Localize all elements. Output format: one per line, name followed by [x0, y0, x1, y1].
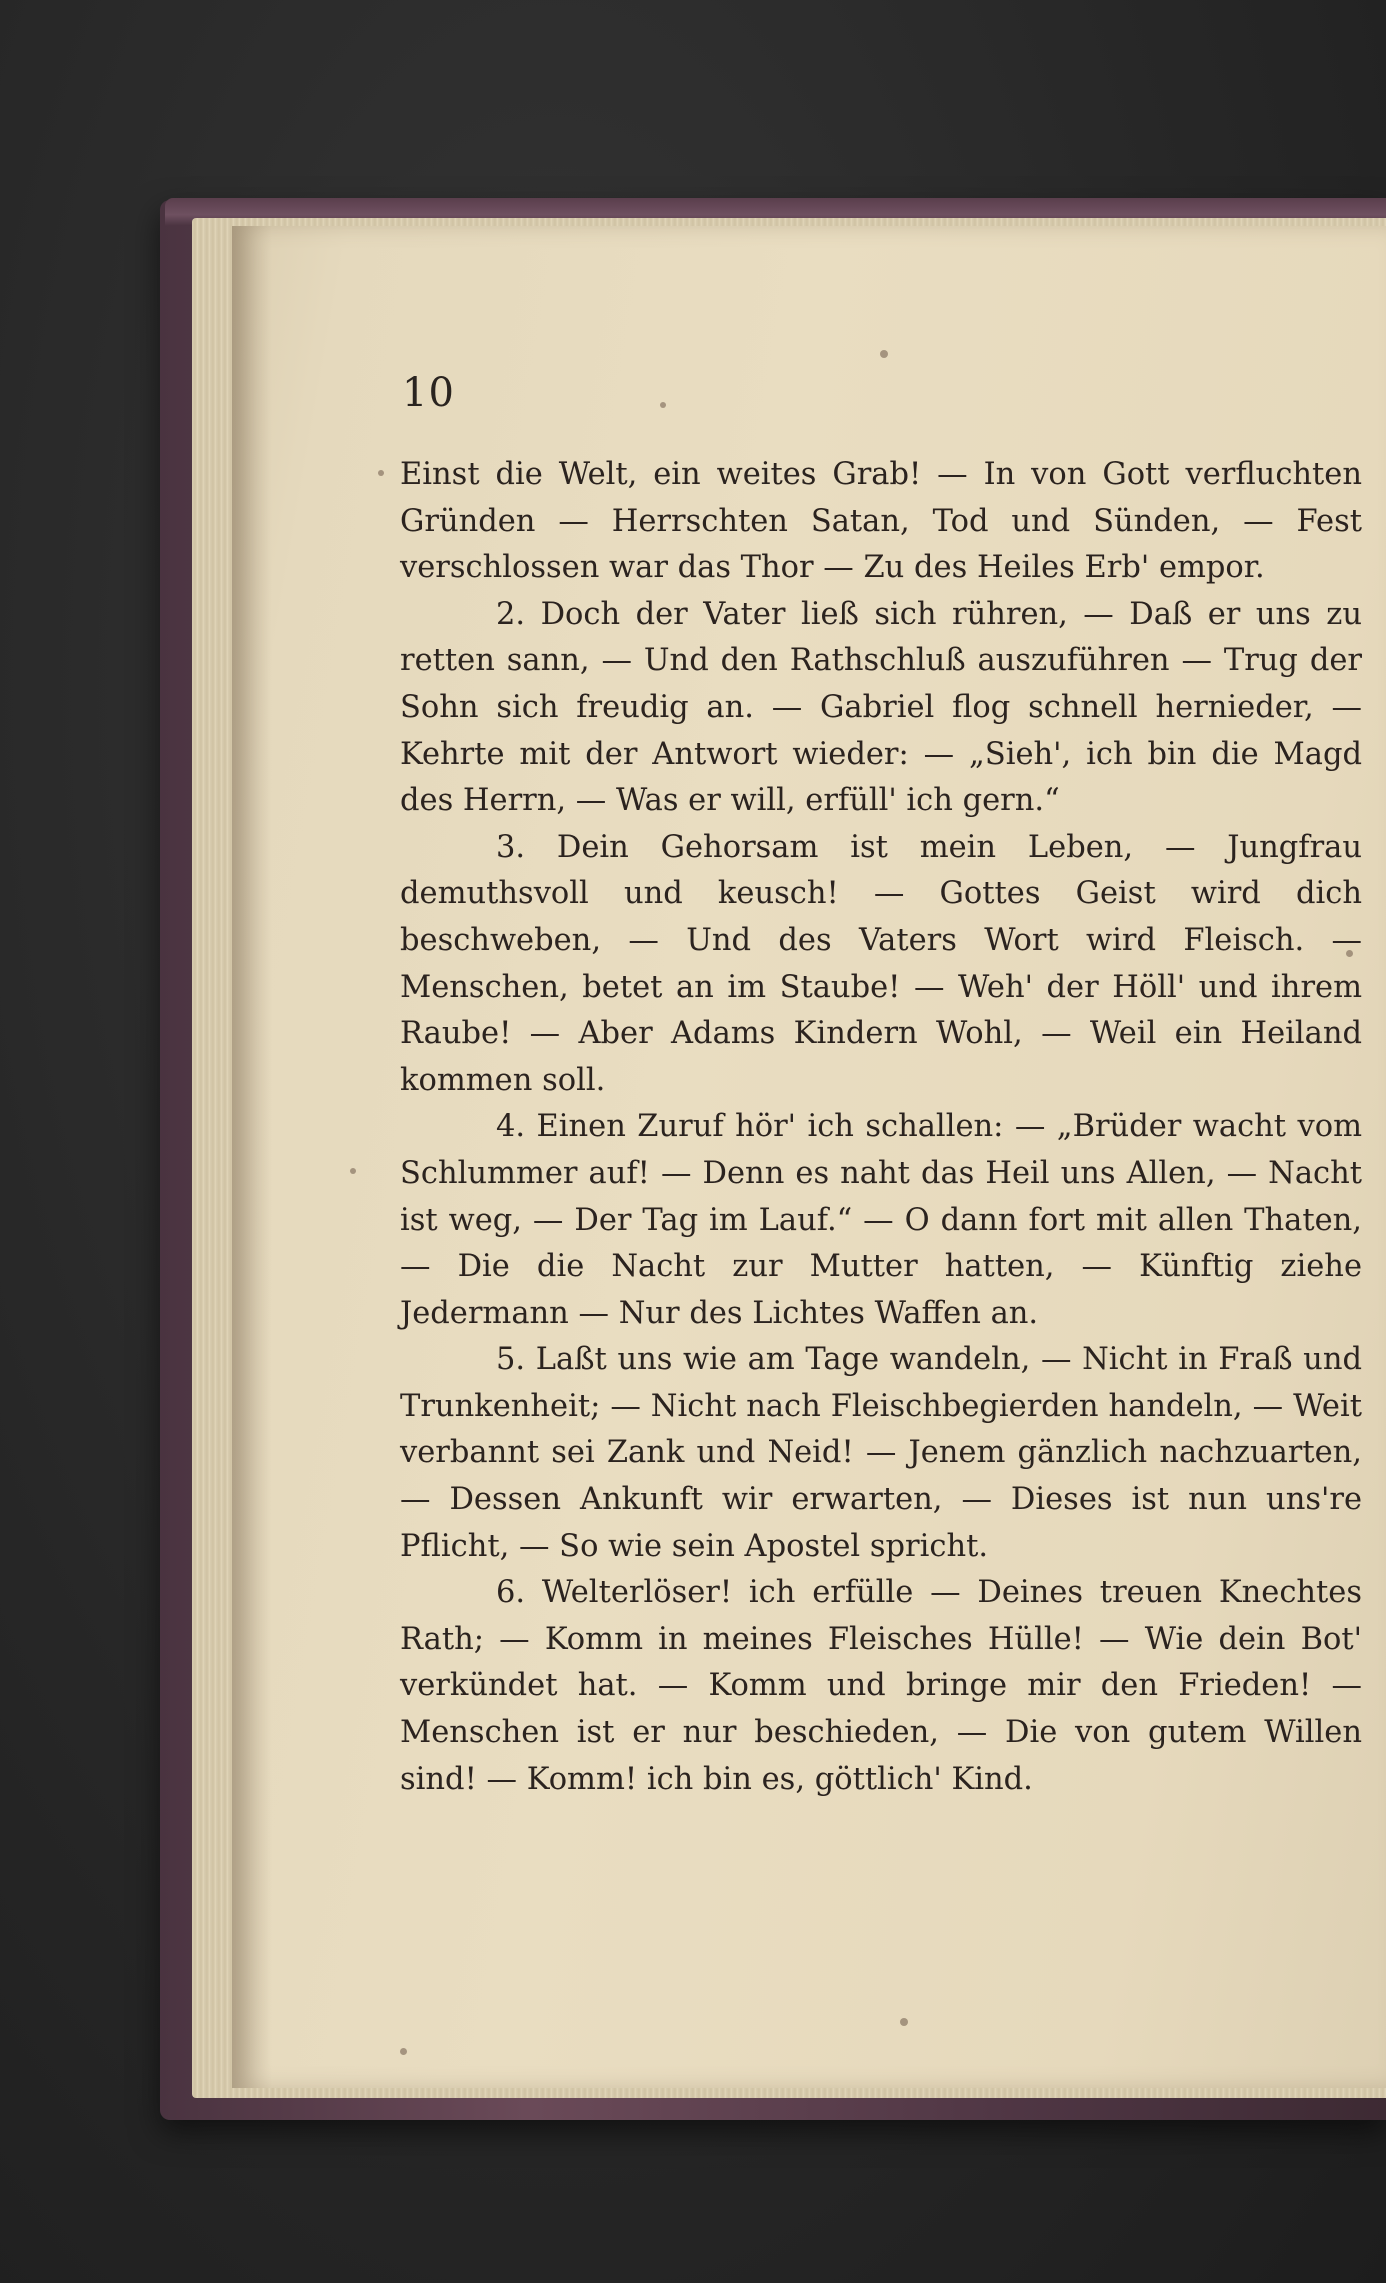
stanza-3: 3. Dein Gehorsam ist mein Leben, — Jungfrau demuthsvoll und keusch! — Gottes Geist wird dich beschweben, — Und des Vaters Wort wird Fleisch. — Menschen, betet an im Staube! — Weh' der Höll' und ihrem Raube! — Aber Adams Kindern Wohl, — Weil ein Heiland kommen soll.: [400, 829, 1362, 1098]
paper-speck: [400, 2048, 407, 2055]
stanza-1: Einst die Welt, ein weites Grab! — In von Gott verfluchten Gründen — Herrschten Satan, Tod und Sünden, — Fest verschlossen war das Thor — Zu des Heiles Erb' empor.: [400, 457, 1362, 586]
stanza-4: 4. Einen Zuruf hör' ich schallen: — „Brüder wacht vom Schlummer auf! — Denn es naht das Heil uns Allen, — Nacht ist weg, — Der Tag im Lauf.“ — O dann fort mit allen Thaten, — Die die Nacht zur Mutter hatten, — Künftig ziehe Jedermann — Nur des Lichtes Waffen an.: [400, 1109, 1362, 1331]
spine-shadow: [232, 226, 272, 2088]
paper-speck: [900, 2018, 908, 2026]
paper-speck: [660, 402, 666, 408]
paper-speck: [350, 1168, 356, 1174]
paper-speck: [880, 350, 888, 358]
page-number: 10: [402, 370, 455, 416]
paper-speck: [378, 470, 384, 476]
stanza-6: 6. Welterlöser! ich erfülle — Deines treuen Knechtes Rath; — Komm in meines Fleisches Hülle! — Wie dein Bot' verkündet hat. — Komm und bringe mir den Frieden! — Menschen ist er nur beschieden, — Die von gutem Willen sind! — Komm! ich bin es, göttlich' Kind.: [400, 1575, 1362, 1797]
stanza-2: 2. Doch der Vater ließ sich rühren, — Daß er uns zu retten sann, — Und den Rathschluß auszuführen — Trug der Sohn sich freudig an. — Gabriel flog schnell hernieder, — Kehrte mit der Antwort wieder: — „Sieh', ich bin die Magd des Herrn, — Was er will, erfüll' ich gern.“: [400, 596, 1362, 819]
hymn-text: [400, 452, 1362, 1803]
stanza-5: 5. Laßt uns wie am Tage wandeln, — Nicht in Fraß und Trunkenheit; — Nicht nach Fleischbegierden handeln, — Weit verbannt sei Zank und Neid! — Jenem gänzlich nachzuarten, — Dessen Ankunft wir erwarten, — Dieses ist nun uns're Pflicht, — So wie sein Apostel spricht.: [400, 1342, 1362, 1564]
